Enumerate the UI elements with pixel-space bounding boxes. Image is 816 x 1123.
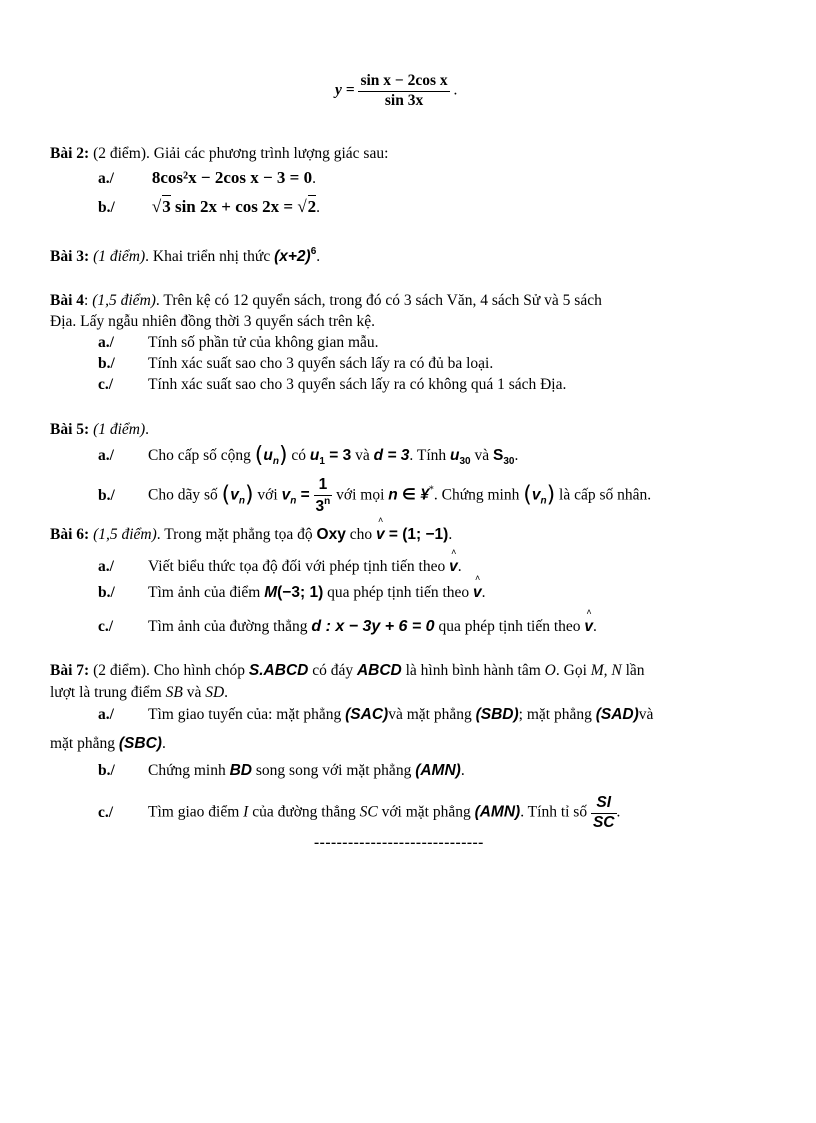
bai4-colon: :	[84, 292, 93, 309]
bai4-line2: Địa. Lấy ngẫu nhiên đồng thời 3 quyển sách trên kệ.	[50, 313, 376, 330]
bai6-text2: cho	[349, 526, 373, 543]
bai3-exp: 6	[310, 246, 317, 257]
bai7-c-fraction	[591, 794, 617, 832]
bai2-item-b	[98, 195, 320, 218]
bai7-item-c	[98, 794, 620, 832]
bai7-SB: SB	[165, 684, 183, 701]
bai2-heading	[50, 145, 388, 164]
bai6-b-M: M	[264, 584, 278, 601]
bai5-b-num: 1	[314, 476, 333, 496]
bai5-points: (1 điểm)	[93, 421, 146, 438]
bai7-b-AMN: (AMN)	[415, 762, 461, 779]
bai5-b-vn-sub: n	[238, 495, 245, 507]
bai6-title: Bài 6:	[50, 526, 90, 543]
bai5-b-t4: . Chứng minh	[433, 486, 520, 504]
bai5-b-t1: Cho dãy số	[148, 486, 218, 504]
bai5-b-den-sup: n	[324, 495, 331, 507]
bai7-a-SAD: (SAD)	[595, 706, 639, 723]
bai7-line1-a: (2 điểm). Cho hình chóp	[89, 662, 246, 679]
bai5-b-den: 3	[315, 497, 325, 515]
bai5-item-b: b./ Cho dãy số $(v_n)$ với $v_n$ = $\frac{1}{3^n}$ với mọi n ∈ ¥*. Chứng minh $(v_n)$ là cấp số nhân.	[98, 476, 652, 515]
bai6-b-text2: qua phép tịnh tiến theo	[327, 584, 470, 601]
bai3-heading	[50, 246, 320, 267]
bai2-b-eq: sin 2x + cos 2x =	[174, 197, 294, 216]
bai4-item-c	[98, 376, 566, 395]
bai7-a-SBD: (SBD)	[475, 706, 519, 723]
bai4-a-text: Tính số phần tử của không gian mẫu.	[148, 334, 379, 351]
bai5-b-star: *	[428, 484, 434, 496]
bai5-a-un-sub: n	[272, 456, 279, 467]
bai5-a-un: u	[263, 447, 273, 464]
bai4-item-b	[98, 355, 493, 374]
bai6-c-v: ˄ v	[584, 618, 593, 637]
formula-lhs: y =	[335, 81, 355, 99]
bai2-b-tail: .	[316, 199, 321, 216]
bai7-MN: M, N	[590, 662, 622, 679]
bai7-b-tail: .	[460, 762, 465, 779]
bai2-b-sqrt3: 3	[162, 197, 171, 216]
bai5-a-s30-sub: 30	[503, 456, 515, 467]
bai7-line1-c: là hình bình hành tâm	[405, 662, 541, 679]
bai2-b-equation: √3 sin 2x + cos 2x = √2	[151, 197, 317, 216]
bai7-line2-c: .	[224, 684, 229, 701]
bai6-c-text: Tìm ảnh của đường thẳng	[148, 618, 308, 635]
bai6-b-text: Tìm ảnh của điểm	[148, 584, 261, 601]
bai7-a-SBC: (SBC)	[118, 735, 162, 752]
bai4-item-a	[98, 334, 379, 353]
bai6-c-tail: .	[593, 618, 597, 635]
bai6-vval: = (1; −1)	[384, 526, 449, 543]
bai5-item-a: a./ Cho cấp số cộng $(u_n)$ có $u_1 = 3$ và d = 3. Tính $u_{30}$ và $S_{30}$.	[98, 443, 519, 468]
bai5-b-t5: là cấp số nhân.	[559, 486, 652, 504]
bai5-b-t2: với	[257, 486, 278, 504]
bai7-c-t1: Tìm giao điểm	[148, 803, 240, 821]
bai7-a-t2: và mặt phẳng	[388, 706, 472, 723]
bai7-a-t4: và	[638, 706, 654, 723]
bai6-points: (1,5 điểm)	[93, 526, 157, 543]
bai7-c-I: I	[243, 803, 249, 821]
bai7-b-BD: BD	[229, 762, 252, 779]
bai7-b-t1: Chứng minh	[148, 762, 226, 779]
bai5-a-t5: và	[474, 447, 490, 464]
bai5-a-u1-val: = 3	[324, 447, 352, 464]
bai5-b-den-wrap	[314, 496, 333, 517]
bai7-a-label: a./	[98, 706, 114, 723]
bai6-heading	[50, 526, 452, 545]
bai4-heading	[50, 292, 602, 311]
bai4-c-label: c./	[98, 376, 114, 393]
bai2-a-tail: .	[312, 170, 316, 187]
formula-numerator: sin x − 2cos x	[358, 72, 449, 92]
bai7-c-SC: SC	[359, 803, 378, 821]
bai5-title: Bài 5:	[50, 421, 90, 438]
bai7-line1-d: . Gọi	[555, 662, 587, 679]
bai7-a-t1: Tìm giao tuyến của: mặt phẳng	[148, 706, 342, 723]
bai4-line1: . Trên kệ có 12 quyển sách, trong đó có 3 sách Văn, 4 sách Sử và 5 sách	[155, 292, 602, 309]
bai7-a-t3: ; mặt phẳng	[518, 706, 592, 723]
bai7-O: O	[544, 662, 556, 679]
bai5-a-d: d = 3	[373, 447, 410, 464]
bai7-c-t2: của đường thẳng	[252, 803, 356, 821]
bai5-b-vn3: v	[531, 486, 541, 504]
bai2-item-a	[98, 168, 316, 189]
bai5-b-vn3-sub: n	[540, 495, 547, 507]
bai7-a-line2-text: mặt phẳng	[50, 735, 115, 752]
bai4-b-text: Tính xác suất sao cho 3 quyển sách lấy ra có đủ ba loại.	[148, 355, 494, 372]
bai5-b-vn2: v	[281, 486, 291, 504]
bai6-b-label: b./	[98, 584, 115, 601]
bai4-a-label: a./	[98, 334, 114, 351]
bai4-title: Bài 4	[50, 292, 85, 309]
bai6-tail: .	[448, 526, 453, 543]
bai6-a-tail: .	[457, 558, 462, 575]
bai2-text: . Giải các phương trình lượng giác sau:	[146, 145, 389, 162]
bai5-b-n: n ∈ ¥	[388, 486, 429, 504]
bai2-a-equation: 8cos²x − 2cos x − 3 = 0	[151, 168, 313, 187]
bai2-a-label: a./	[98, 170, 114, 187]
bai7-b-label: b./	[98, 762, 115, 779]
bai7-item-b	[98, 762, 465, 781]
formula-denominator: sin 3x	[384, 91, 424, 109]
bai2-b-sqrt2: 2	[307, 197, 317, 216]
bai7-SD: SD	[205, 684, 225, 701]
bai6-item-b	[98, 584, 486, 603]
bai5-a-t6: .	[514, 447, 519, 464]
bai5-a-label: a./	[98, 447, 114, 464]
bai7-c-t3: với mặt phẳng	[381, 803, 471, 821]
formula-top	[335, 72, 457, 110]
bai7-c-num: SI	[591, 794, 617, 814]
bai7-a-SAC: (SAC)	[345, 706, 389, 723]
bai7-line1-e: lần	[625, 662, 645, 679]
bai6-a-label: a./	[98, 558, 114, 575]
bai5-b-eq: =	[296, 486, 310, 504]
bai6-b-Mval: (−3; 1)	[277, 584, 324, 601]
bai6-item-c	[98, 617, 597, 637]
bai3-expr: (x+2)	[274, 248, 311, 265]
bai6-b-tail: .	[481, 584, 486, 601]
bai5-a-t3: và	[355, 447, 370, 464]
bai7-c-label: c./	[98, 803, 114, 821]
bai6-item-a	[98, 558, 462, 577]
bai6-v: ˄ v	[376, 526, 385, 545]
bai4-b-label: b./	[98, 355, 115, 372]
bai7-line1-b: có đáy	[312, 662, 354, 679]
bai6-a-v: ˄ v	[449, 558, 458, 577]
bai3-points: (1 điểm)	[93, 248, 146, 265]
bai6-oxy: Oxy	[316, 526, 346, 543]
bai7-line2-a: lượt là trung điểm	[50, 684, 162, 701]
bai4-c-text: Tính xác suất sao cho 3 quyển sách lấy ra có không quá 1 sách Địa.	[148, 376, 567, 393]
bai7-line2-b: và	[186, 684, 202, 701]
bai7-c-AMN: (AMN)	[474, 803, 521, 821]
bai6-text: . Trong mặt phẳng tọa độ	[156, 526, 313, 543]
bai7-line2	[50, 684, 228, 703]
bai5-a-s30: S	[493, 447, 504, 464]
bai7-c-den: SC	[592, 813, 615, 831]
bai6-a-text: Viết biểu thức tọa độ đối với phép tịnh tiến theo	[148, 558, 446, 575]
formula-tail: .	[453, 81, 458, 99]
bai2-points: (2 điểm)	[93, 145, 147, 162]
bai3-title: Bài 3:	[50, 248, 90, 265]
bai3-text: . Khai triển nhị thức	[145, 248, 271, 265]
bai7-a-line2	[50, 735, 166, 754]
bai7-c-tail: .	[616, 803, 621, 821]
bai5-a-t1: Cho cấp số cộng	[148, 447, 251, 464]
bai4-points: (1,5 điểm)	[92, 292, 156, 309]
bai5-a-u30-sub: 30	[459, 456, 471, 467]
bai3-tail: .	[316, 248, 321, 265]
bai7-heading	[50, 662, 645, 681]
bai5-heading	[50, 421, 149, 440]
formula-fraction	[358, 72, 449, 110]
bai2-title: Bài 2:	[50, 145, 90, 162]
bai5-a-u30: u	[450, 447, 460, 464]
bai5-a-u1: u	[309, 447, 320, 464]
bai7-abcd: ABCD	[356, 662, 402, 679]
bai7-b-t2: song song với mặt phẳng	[255, 762, 412, 779]
bai7-sabcd: S.ABCD	[248, 662, 309, 679]
bai7-c-t4: . Tính tỉ số	[520, 803, 588, 821]
bai5-a-t2: có	[291, 447, 307, 464]
bai6-c-text2: qua phép tịnh tiến theo	[438, 618, 581, 635]
bai5-a-t4: . Tính	[409, 447, 447, 464]
bai6-b-v: ˄ v	[473, 584, 482, 603]
bai5-b-vn2-sub: n	[290, 495, 297, 507]
bai7-item-a	[98, 706, 653, 725]
bai6-c-d: d : x − 3y + 6 = 0	[311, 618, 435, 635]
bai6-c-label: c./	[98, 618, 114, 635]
bai5-b-label: b./	[98, 486, 115, 504]
bai5-a-u1-sub: 1	[319, 456, 325, 467]
bai5-tail: .	[145, 421, 150, 438]
bai5-b-vn: v	[230, 486, 239, 504]
end-rule: ------------------------------	[314, 834, 484, 851]
bai5-b-t3: với mọi	[336, 486, 385, 504]
bai7-a-tail: .	[161, 735, 166, 752]
bai5-b-fraction	[314, 476, 333, 516]
bai2-b-label: b./	[98, 199, 115, 216]
bai7-title: Bài 7:	[50, 662, 90, 679]
